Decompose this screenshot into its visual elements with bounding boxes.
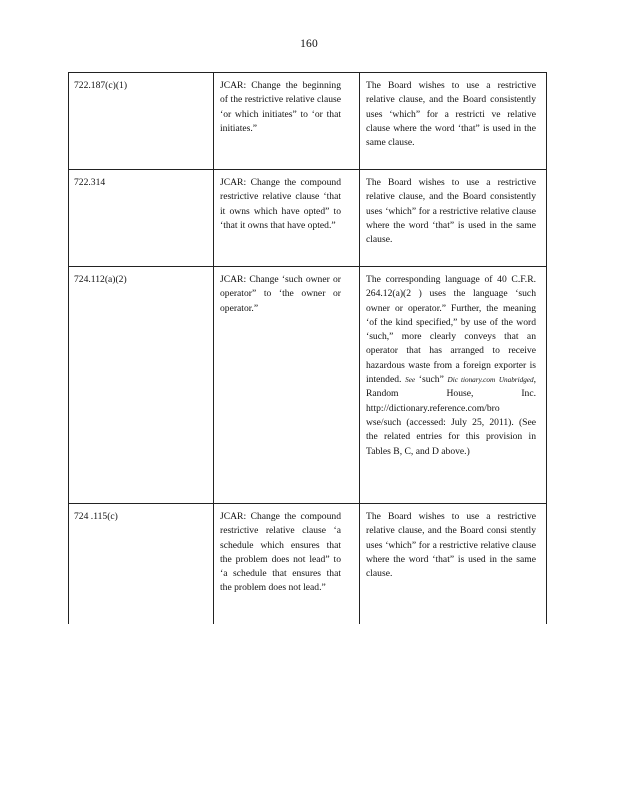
citation-text: , Random House, Inc. http://dictionary.reference.com/bro wse/such (accessed: July 25, 2011). (See the related entries for this provision in Tables B, C, and D above.) [366,374,536,457]
change-cell: JCAR: Change the beginning of the restrictive relative clause ‘or which initiates” to ‘or that initiates.” [214,73,360,170]
section-cell: 724.112(a)(2) [69,267,214,504]
change-cell: JCAR: Change the compound restrictive relative clause ‘a schedule which ensures that the problem does not lead” to ‘a schedule that ensures that the problem does not lead.” [214,504,360,625]
change-cell: JCAR: Change the compound restrictive relative clause ‘that it owns which have opted” to ‘that it owns that have opted.” [214,170,360,267]
table-row [69,170,547,267]
section-cell: 722.187(c)(1) [69,73,214,170]
section-cell: 722.314 [69,170,214,267]
cited-word: ‘such” [418,374,444,386]
unabridged-label: Unabridged [498,376,534,385]
see-signal: See [405,376,416,385]
page-number: 160 [300,38,318,50]
reason-text: The corresponding language of 40 C.F.R. 264.12(a)(2 ) uses the language ‘such owner or operator.” Further, the meaning ‘of the kind specified,” by use of the word ‘such,” more clearly conveys that an operator that has arranged to receive hazardous waste from a foreign exporter is intended. [366,274,536,386]
section-cell: 724 .115(c) [69,504,214,625]
change-cell: JCAR: Change ‘such owner or operator” to ‘the owner or operator.” [214,267,360,504]
reason-cell: The Board wishes to use a restrictive relative clause, and the Board consi stently uses ‘which” for a restrictive relative clause where the word ‘that” is used in the same clause. [360,504,547,625]
dictionary-source: Dic tionary.com [447,376,496,385]
table-row [69,267,547,504]
table-row [69,504,547,625]
reason-cell: The Board wishes to use a restrictive relative clause, and the Board consistently uses ‘which” for a restrictive relative clause where the word ‘that” is used in the same clause. [360,170,547,267]
reason-cell [360,267,547,504]
amendments-table [68,72,547,624]
table-row [69,73,547,170]
reason-cell: The Board wishes to use a restrictive relative clause, and the Board consistently uses ‘which” for a restricti ve relative clause where the word ‘that” is used in the same clause. [360,73,547,170]
